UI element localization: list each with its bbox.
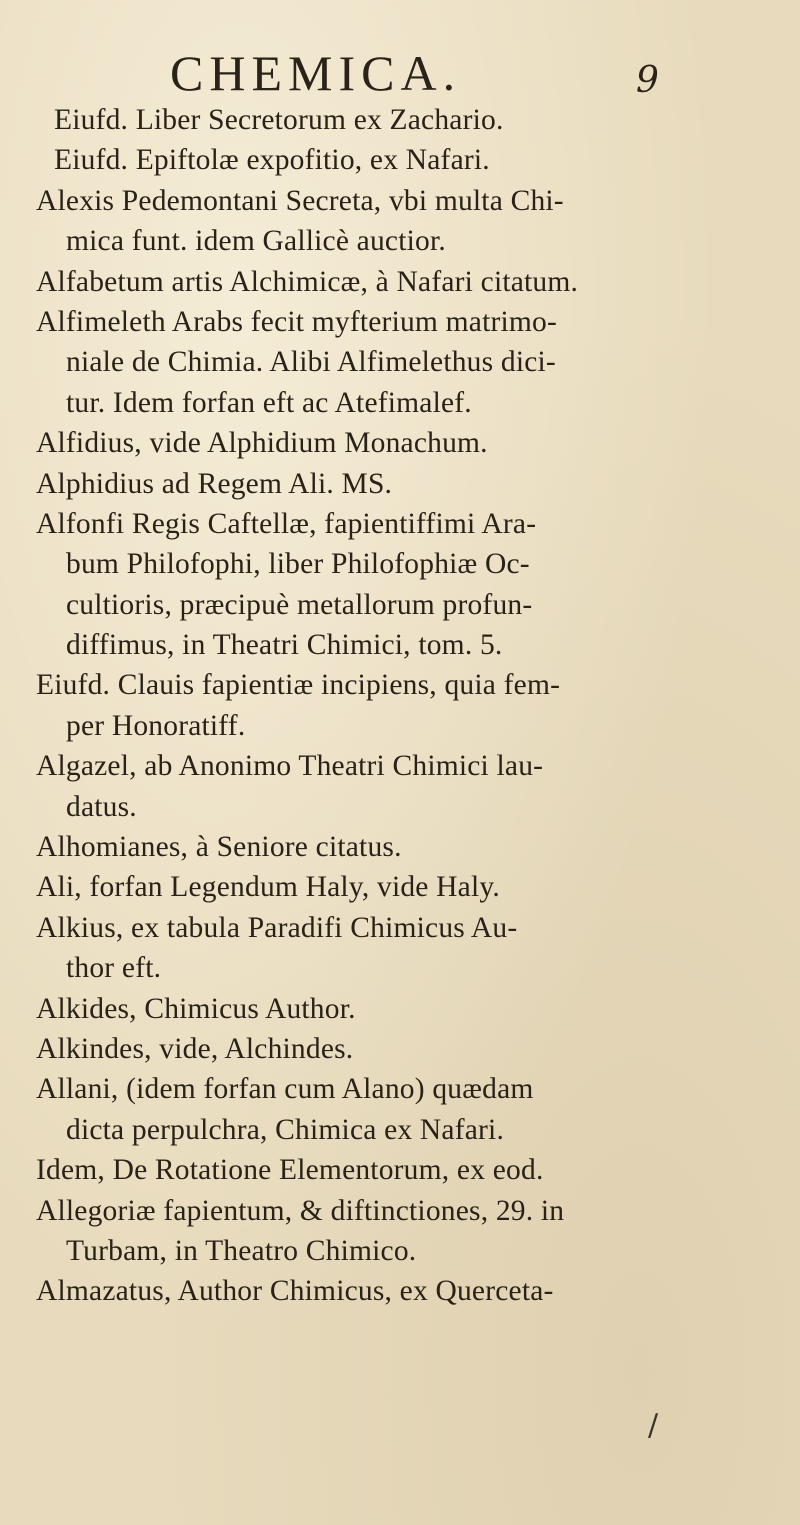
text-line: Alexis Pedemontani Secreta, vbi multa Chi- — [36, 184, 564, 217]
text-line: Allani, (idem forfan cum Alano) quædam — [36, 1073, 534, 1106]
text-line: per Honoratiff. — [66, 709, 246, 742]
text-line: Alphidius ad Regem Ali. MS. — [36, 467, 393, 500]
text-line: Alkides, Chimicus Author. — [36, 992, 356, 1025]
text-line: Almazatus, Author Chimicus, ex Querceta- — [36, 1275, 554, 1308]
text-line: Turbam, in Theatro Chimico. — [66, 1234, 417, 1267]
text-line: tur. Idem forfan eft ac Atefimalef. — [66, 386, 472, 419]
text-line: Alhomianes, à Seniore citatus. — [36, 831, 402, 864]
text-line: Alfonfi Regis Caftellæ, fapientiffimi Ara- — [36, 507, 537, 540]
text-line: Alkius, ex tabula Paradifi Chimicus Au- — [36, 911, 518, 944]
text-line: Eiufd. Clauis fapientiæ incipiens, quia fem- — [36, 669, 561, 702]
text-line: Ali, forfan Legendum Haly, vide Haly. — [36, 871, 500, 904]
text-line: Allegoriæ fapientum, & diftinctiones, 29. in — [36, 1194, 565, 1227]
text-line: Eiufd. Liber Secretorum ex Zachario. — [54, 104, 504, 136]
text-line: datus. — [66, 790, 137, 823]
text-line: diffimus, in Theatri Chimici, tom. 5. — [66, 629, 503, 662]
entry-list — [30, 100, 782, 1312]
text-line: Alkindes, vide, Alchindes. — [36, 1032, 354, 1065]
ink-mark: / — [648, 1408, 659, 1443]
text-line: Alfabetum artis Alchimicæ, à Nafari citatum. — [36, 265, 579, 298]
text-line: Alfidius, vide Alphidium Monachum. — [36, 427, 488, 460]
text-line: Alfimeleth Arabs fecit myfterium matrimo- — [36, 305, 558, 338]
page-header — [0, 40, 800, 100]
running-head: CHEMICA. — [170, 45, 462, 101]
text-line: dicta perpulchra, Chimica ex Nafari. — [66, 1113, 505, 1146]
text-line: cultioris, præcipuè metallorum profun- — [66, 588, 533, 621]
text-line: Algazel, ab Anonimo Theatri Chimici lau- — [36, 750, 544, 783]
text-line: thor eft. — [66, 952, 162, 985]
text-line: niale de Chimia. Alibi Alfimelethus dici- — [66, 346, 556, 379]
text-line: mica funt. idem Gallicè auctior. — [66, 225, 446, 258]
text-line: bum Philofophi, liber Philofophiæ Oc- — [66, 548, 530, 581]
text-line: Idem, De Rotatione Elementorum, ex eod. — [36, 1154, 544, 1187]
page-number: 9 — [636, 60, 659, 101]
text-line: Eiufd. Epiftolæ expofitio, ex Nafari. — [54, 144, 490, 177]
